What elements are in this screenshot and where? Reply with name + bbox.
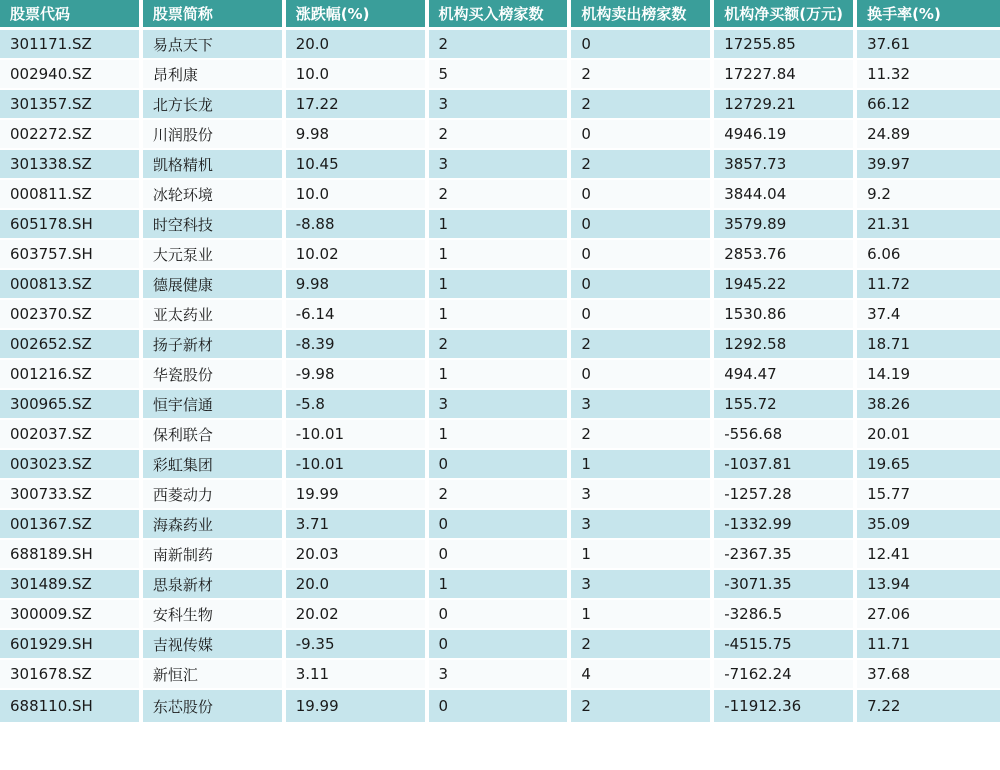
cell-inst-net-buy-amount: 1530.86 (714, 300, 857, 330)
table-row (0, 300, 1000, 330)
cell-inst-buy-count: 1 (429, 420, 572, 450)
cell-turnover-rate: 19.65 (857, 450, 1000, 480)
cell-stock-code: 002940.SZ (0, 60, 143, 90)
cell-change-percent: -9.35 (286, 630, 429, 660)
cell-stock-name: 东芯股份 (143, 690, 286, 722)
cell-change-percent: 10.45 (286, 150, 429, 180)
cell-stock-name: 凯格精机 (143, 150, 286, 180)
cell-inst-buy-count: 3 (429, 150, 572, 180)
cell-inst-net-buy-amount: -3071.35 (714, 570, 857, 600)
table-row (0, 360, 1000, 390)
cell-change-percent: -9.98 (286, 360, 429, 390)
table-row (0, 270, 1000, 300)
cell-change-percent: 9.98 (286, 120, 429, 150)
cell-change-percent: 9.98 (286, 270, 429, 300)
cell-turnover-rate: 37.4 (857, 300, 1000, 330)
cell-change-percent: -10.01 (286, 420, 429, 450)
cell-inst-buy-count: 0 (429, 510, 572, 540)
header-row (0, 0, 1000, 30)
cell-stock-code: 300009.SZ (0, 600, 143, 630)
cell-turnover-rate: 11.72 (857, 270, 1000, 300)
cell-inst-net-buy-amount: -11912.36 (714, 690, 857, 722)
table-row (0, 690, 1000, 722)
cell-change-percent: 10.02 (286, 240, 429, 270)
cell-stock-code: 003023.SZ (0, 450, 143, 480)
cell-stock-name: 华瓷股份 (143, 360, 286, 390)
cell-inst-sell-count: 3 (571, 510, 714, 540)
cell-inst-net-buy-amount: -1332.99 (714, 510, 857, 540)
column-header-turnover-rate: 换手率(%) (857, 0, 1000, 30)
cell-stock-code: 002037.SZ (0, 420, 143, 450)
column-header-inst-buy-count: 机构买入榜家数 (429, 0, 572, 30)
cell-stock-code: 605178.SH (0, 210, 143, 240)
cell-turnover-rate: 27.06 (857, 600, 1000, 630)
cell-inst-sell-count: 0 (571, 270, 714, 300)
cell-inst-net-buy-amount: 17227.84 (714, 60, 857, 90)
cell-inst-sell-count: 1 (571, 600, 714, 630)
cell-stock-code: 603757.SH (0, 240, 143, 270)
cell-stock-code: 301171.SZ (0, 30, 143, 60)
column-header-inst-sell-count: 机构卖出榜家数 (571, 0, 714, 30)
column-header-stock-code: 股票代码 (0, 0, 143, 30)
cell-change-percent: 20.0 (286, 30, 429, 60)
cell-stock-code: 002370.SZ (0, 300, 143, 330)
cell-change-percent: -8.88 (286, 210, 429, 240)
cell-change-percent: 3.71 (286, 510, 429, 540)
cell-stock-code: 301678.SZ (0, 660, 143, 690)
cell-inst-sell-count: 2 (571, 330, 714, 360)
cell-change-percent: -6.14 (286, 300, 429, 330)
cell-inst-sell-count: 0 (571, 120, 714, 150)
cell-stock-code: 301357.SZ (0, 90, 143, 120)
cell-stock-name: 德展健康 (143, 270, 286, 300)
table-header (0, 0, 1000, 30)
cell-turnover-rate: 6.06 (857, 240, 1000, 270)
cell-stock-name: 保利联合 (143, 420, 286, 450)
cell-inst-buy-count: 0 (429, 540, 572, 570)
cell-stock-name: 时空科技 (143, 210, 286, 240)
cell-stock-name: 扬子新材 (143, 330, 286, 360)
cell-inst-net-buy-amount: 3844.04 (714, 180, 857, 210)
cell-inst-buy-count: 2 (429, 120, 572, 150)
table-row (0, 540, 1000, 570)
cell-stock-code: 001216.SZ (0, 360, 143, 390)
cell-stock-code: 002652.SZ (0, 330, 143, 360)
cell-turnover-rate: 66.12 (857, 90, 1000, 120)
cell-stock-code: 000813.SZ (0, 270, 143, 300)
cell-turnover-rate: 38.26 (857, 390, 1000, 420)
cell-inst-net-buy-amount: 1292.58 (714, 330, 857, 360)
cell-inst-net-buy-amount: -3286.5 (714, 600, 857, 630)
cell-inst-sell-count: 0 (571, 210, 714, 240)
table-row (0, 120, 1000, 150)
cell-inst-net-buy-amount: -1257.28 (714, 480, 857, 510)
table-row (0, 60, 1000, 90)
cell-stock-name: 北方长龙 (143, 90, 286, 120)
cell-change-percent: 19.99 (286, 480, 429, 510)
cell-stock-code: 301338.SZ (0, 150, 143, 180)
column-header-stock-name: 股票简称 (143, 0, 286, 30)
cell-stock-code: 001367.SZ (0, 510, 143, 540)
cell-turnover-rate: 11.32 (857, 60, 1000, 90)
cell-inst-sell-count: 0 (571, 300, 714, 330)
cell-change-percent: 20.03 (286, 540, 429, 570)
cell-turnover-rate: 12.41 (857, 540, 1000, 570)
cell-inst-net-buy-amount: 1945.22 (714, 270, 857, 300)
cell-change-percent: 10.0 (286, 180, 429, 210)
cell-stock-name: 恒宇信通 (143, 390, 286, 420)
cell-inst-buy-count: 2 (429, 30, 572, 60)
table-row (0, 600, 1000, 630)
cell-stock-code: 688110.SH (0, 690, 143, 722)
cell-inst-net-buy-amount: 494.47 (714, 360, 857, 390)
cell-stock-name: 海森药业 (143, 510, 286, 540)
table-row (0, 180, 1000, 210)
cell-inst-buy-count: 2 (429, 180, 572, 210)
cell-stock-name: 冰轮环境 (143, 180, 286, 210)
cell-inst-buy-count: 0 (429, 600, 572, 630)
cell-inst-net-buy-amount: 3857.73 (714, 150, 857, 180)
cell-inst-sell-count: 0 (571, 240, 714, 270)
cell-inst-net-buy-amount: -2367.35 (714, 540, 857, 570)
table-row (0, 390, 1000, 420)
cell-turnover-rate: 13.94 (857, 570, 1000, 600)
table-row (0, 240, 1000, 270)
cell-inst-sell-count: 2 (571, 420, 714, 450)
cell-turnover-rate: 21.31 (857, 210, 1000, 240)
column-header-inst-net-buy-amount: 机构净买额(万元) (714, 0, 857, 30)
cell-change-percent: -10.01 (286, 450, 429, 480)
cell-inst-sell-count: 3 (571, 480, 714, 510)
cell-stock-name: 吉视传媒 (143, 630, 286, 660)
cell-inst-buy-count: 5 (429, 60, 572, 90)
cell-turnover-rate: 7.22 (857, 690, 1000, 722)
cell-inst-sell-count: 2 (571, 690, 714, 722)
cell-change-percent: 20.02 (286, 600, 429, 630)
table-row (0, 150, 1000, 180)
table-row (0, 330, 1000, 360)
cell-inst-sell-count: 1 (571, 450, 714, 480)
cell-turnover-rate: 35.09 (857, 510, 1000, 540)
cell-inst-buy-count: 2 (429, 330, 572, 360)
cell-inst-buy-count: 3 (429, 660, 572, 690)
cell-stock-code: 601929.SH (0, 630, 143, 660)
cell-change-percent: 17.22 (286, 90, 429, 120)
cell-inst-buy-count: 3 (429, 390, 572, 420)
cell-stock-name: 思泉新材 (143, 570, 286, 600)
cell-inst-buy-count: 0 (429, 630, 572, 660)
cell-inst-net-buy-amount: -556.68 (714, 420, 857, 450)
cell-stock-code: 300733.SZ (0, 480, 143, 510)
cell-inst-buy-count: 3 (429, 90, 572, 120)
cell-turnover-rate: 37.68 (857, 660, 1000, 690)
cell-inst-sell-count: 1 (571, 540, 714, 570)
cell-inst-sell-count: 4 (571, 660, 714, 690)
table-row (0, 630, 1000, 660)
cell-stock-name: 西菱动力 (143, 480, 286, 510)
cell-inst-sell-count: 2 (571, 150, 714, 180)
cell-change-percent: 3.11 (286, 660, 429, 690)
cell-inst-net-buy-amount: 17255.85 (714, 30, 857, 60)
cell-stock-name: 昂利康 (143, 60, 286, 90)
table-row (0, 480, 1000, 510)
cell-stock-code: 688189.SH (0, 540, 143, 570)
table-row (0, 510, 1000, 540)
cell-change-percent: 10.0 (286, 60, 429, 90)
cell-turnover-rate: 9.2 (857, 180, 1000, 210)
cell-turnover-rate: 18.71 (857, 330, 1000, 360)
cell-stock-name: 川润股份 (143, 120, 286, 150)
cell-stock-code: 002272.SZ (0, 120, 143, 150)
table-row (0, 660, 1000, 690)
cell-inst-buy-count: 0 (429, 450, 572, 480)
cell-stock-name: 新恒汇 (143, 660, 286, 690)
table-row (0, 420, 1000, 450)
cell-inst-buy-count: 1 (429, 270, 572, 300)
cell-stock-name: 彩虹集团 (143, 450, 286, 480)
cell-change-percent: -5.8 (286, 390, 429, 420)
cell-inst-net-buy-amount: 155.72 (714, 390, 857, 420)
column-header-change-percent: 涨跌幅(%) (286, 0, 429, 30)
cell-stock-name: 亚太药业 (143, 300, 286, 330)
cell-inst-sell-count: 2 (571, 90, 714, 120)
cell-stock-name: 易点天下 (143, 30, 286, 60)
cell-inst-net-buy-amount: -1037.81 (714, 450, 857, 480)
cell-change-percent: 20.0 (286, 570, 429, 600)
cell-inst-net-buy-amount: 2853.76 (714, 240, 857, 270)
cell-stock-code: 300965.SZ (0, 390, 143, 420)
cell-turnover-rate: 14.19 (857, 360, 1000, 390)
cell-change-percent: -8.39 (286, 330, 429, 360)
cell-turnover-rate: 15.77 (857, 480, 1000, 510)
table-row (0, 30, 1000, 60)
cell-inst-sell-count: 0 (571, 360, 714, 390)
cell-inst-sell-count: 0 (571, 180, 714, 210)
table-row (0, 90, 1000, 120)
cell-change-percent: 19.99 (286, 690, 429, 722)
cell-inst-buy-count: 1 (429, 570, 572, 600)
cell-stock-name: 大元泵业 (143, 240, 286, 270)
table-row (0, 570, 1000, 600)
table-body (0, 30, 1000, 722)
cell-inst-buy-count: 1 (429, 210, 572, 240)
cell-turnover-rate: 24.89 (857, 120, 1000, 150)
cell-turnover-rate: 11.71 (857, 630, 1000, 660)
cell-stock-code: 000811.SZ (0, 180, 143, 210)
cell-inst-buy-count: 0 (429, 690, 572, 722)
cell-inst-buy-count: 1 (429, 300, 572, 330)
cell-stock-code: 301489.SZ (0, 570, 143, 600)
cell-turnover-rate: 37.61 (857, 30, 1000, 60)
cell-inst-net-buy-amount: 12729.21 (714, 90, 857, 120)
cell-inst-sell-count: 3 (571, 570, 714, 600)
cell-stock-name: 安科生物 (143, 600, 286, 630)
cell-inst-buy-count: 1 (429, 360, 572, 390)
cell-inst-sell-count: 2 (571, 60, 714, 90)
cell-inst-buy-count: 2 (429, 480, 572, 510)
cell-stock-name: 南新制药 (143, 540, 286, 570)
cell-inst-net-buy-amount: -7162.24 (714, 660, 857, 690)
cell-inst-sell-count: 3 (571, 390, 714, 420)
cell-inst-net-buy-amount: 3579.89 (714, 210, 857, 240)
cell-inst-net-buy-amount: -4515.75 (714, 630, 857, 660)
cell-turnover-rate: 39.97 (857, 150, 1000, 180)
cell-inst-buy-count: 1 (429, 240, 572, 270)
table-row (0, 210, 1000, 240)
table-row (0, 450, 1000, 480)
cell-inst-sell-count: 0 (571, 30, 714, 60)
cell-inst-net-buy-amount: 4946.19 (714, 120, 857, 150)
cell-turnover-rate: 20.01 (857, 420, 1000, 450)
cell-inst-sell-count: 2 (571, 630, 714, 660)
